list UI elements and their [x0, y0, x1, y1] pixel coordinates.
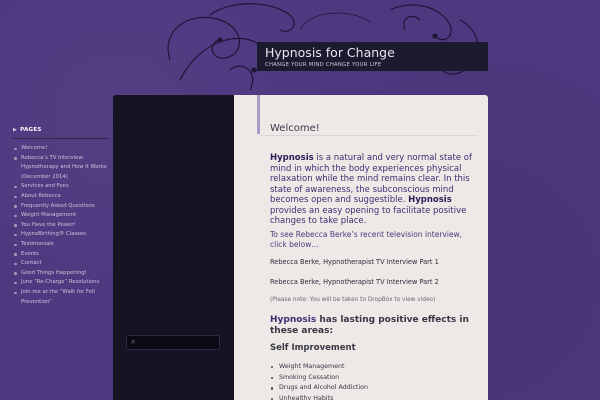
sidebar-item-services[interactable]: Services and Fees	[14, 182, 111, 192]
video-link-part-1[interactable]: Rebecca Berke, Hypnotherapist TV Interview Part 1	[270, 258, 439, 266]
sidebar-item-good-things[interactable]: Good Things Happening!	[14, 269, 111, 279]
sidebar-heading	[13, 127, 42, 133]
sidebar-item-testimonials[interactable]: Testimonials	[14, 240, 111, 250]
intro-bold-2: Hypnosis	[408, 195, 452, 205]
triangle-icon: ▶	[13, 127, 18, 133]
sidebar-item-tv-interview[interactable]: Rebecca’s TV Interview: Hypnotherapy and How it Works (December 2014)	[14, 154, 111, 183]
magnifier-icon: ⌕	[131, 337, 136, 346]
sidebar-divider	[13, 138, 109, 139]
sidebar-item-walk[interactable]: Join me at the “Walk for Fell Prevention”	[14, 288, 111, 307]
interview-prompt: To see Rebecca Berke’s recent television interview, click below…	[270, 230, 463, 249]
effects-heading-bold: Hypnosis	[270, 315, 317, 325]
sidebar-item-events[interactable]: Events	[14, 250, 111, 260]
list-item: Weight Management	[270, 362, 368, 373]
sidebar-item-faq[interactable]: Frequently Asked Questions	[14, 202, 111, 212]
search-input[interactable]	[126, 335, 220, 350]
video-link-part-2[interactable]: Rebecca Berke, Hypnotherapist TV Interview Part 2	[270, 278, 439, 286]
sidebar	[113, 95, 234, 400]
sidebar-item-about[interactable]: About Rebecca	[14, 192, 111, 202]
sidebar-item-contact[interactable]: Contact	[14, 259, 111, 269]
site-header	[257, 42, 488, 71]
title-accent-bar	[257, 95, 260, 134]
sidebar-item-june[interactable]: June “Re-Charge” Resolutions	[14, 278, 111, 288]
site-tagline: CHANGE YOUR MIND CHANGE YOUR LIFE	[265, 62, 382, 68]
sidebar-item-power[interactable]: You Have the Power!	[14, 221, 111, 231]
pages-nav	[14, 144, 111, 307]
effects-heading-rest: has lasting positive effects in these areas:	[270, 315, 469, 336]
effects-heading	[270, 315, 475, 336]
sidebar-item-welcome[interactable]: Welcome!	[14, 144, 111, 154]
list-item: Drugs and Alcohol Addiction	[270, 383, 368, 394]
intro-text-1: is a natural and very normal state of mind in which the body experiences physical relaxation while the mind remains clear. In this state of awareness, the subconscious mind becomes open and suggestible.	[270, 153, 472, 205]
sidebar-item-hypnobirthing[interactable]: HypnoBirthing® Classes	[14, 230, 111, 240]
site-title[interactable]: Hypnosis for Change	[265, 45, 395, 60]
self-improvement-heading: Self Improvement	[270, 343, 356, 353]
dropbox-note: (Please note: You will be taken to DropBox to view video)	[270, 297, 436, 303]
list-item: Unhealthy Habits	[270, 394, 368, 400]
intro-text-2: provides an easy opening to facilitate positive changes to take place.	[270, 205, 467, 226]
effects-list	[270, 362, 368, 400]
intro-paragraph	[270, 153, 478, 227]
list-item: Smoking Cessation	[270, 373, 368, 384]
title-divider	[260, 135, 478, 136]
page-title: Welcome!	[270, 123, 320, 134]
sidebar-item-weight[interactable]: Weight Management	[14, 211, 111, 221]
sidebar-heading-label: PAGES	[20, 127, 42, 133]
intro-bold-1: Hypnosis	[270, 153, 314, 163]
